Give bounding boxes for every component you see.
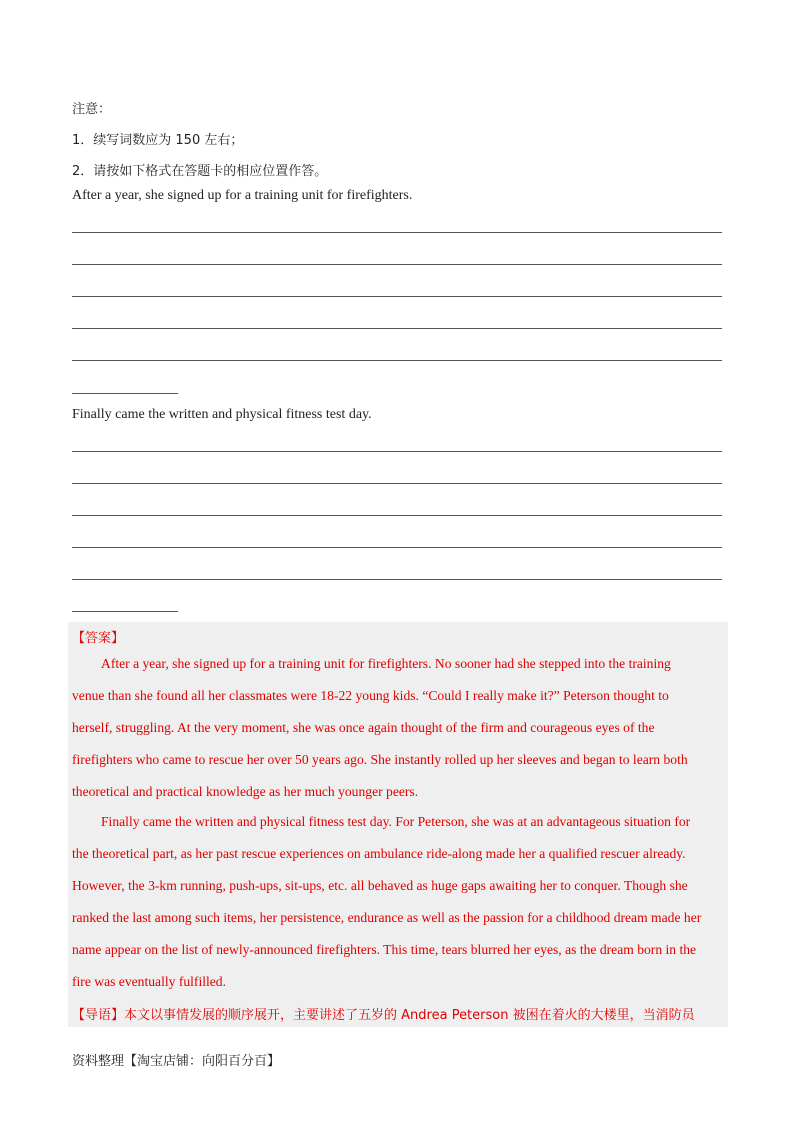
writing-line: [72, 515, 722, 516]
answer-line: theoretical and practical knowledge as her much younger peers.: [72, 784, 419, 799]
notes-heading: 注意：: [72, 102, 112, 117]
writing-line: [72, 579, 722, 580]
writing-line: [72, 360, 722, 361]
answer-line: name appear on the list of newly-announced firefighters. This time, tears blurred her eyes, as the dream born in the: [72, 942, 697, 957]
answer-line: herself, struggling. At the very moment, she was once again thought of the firm and courageous eyes of the: [72, 720, 655, 735]
answer-line: Finally came the written and physical fitness test day. For Peterson, she was at an advantageous situation for: [101, 814, 691, 829]
guide-line: [72, 1004, 695, 1023]
writing-line: [72, 232, 722, 233]
answer-line: venue than she found all her classmates were 18-22 young kids. “Could I really make it?” Peterson thought to: [72, 688, 669, 703]
answer-label: 【答案】: [72, 631, 125, 646]
answer-line: ranked the last among such items, her persistence, endurance as well as the passion for a childhood dream made her: [72, 910, 702, 925]
paragraph-2-prompt: Finally came the written and physical fitness test day.: [72, 407, 372, 422]
answer-line: After a year, she signed up for a training unit for firefighters. No sooner had she stepped into the training: [101, 656, 671, 671]
answer-line: firefighters who came to rescue her over 50 years ago. She instantly rolled up her sleeves and began to learn both: [72, 752, 688, 767]
writing-line-short: [72, 611, 178, 612]
writing-line: [72, 296, 722, 297]
guide-text: 本文以事情发展的顺序展开，主要讲述了五岁的 Andrea Peterson 被困在着火的大楼里，当消防员: [124, 1008, 695, 1023]
writing-line: [72, 328, 722, 329]
writing-line: [72, 264, 722, 265]
writing-line: [72, 451, 722, 452]
notes-item-2: 2．请按如下格式在答题卡的相应位置作答。: [72, 164, 328, 179]
paragraph-1-prompt: After a year, she signed up for a training unit for firefighters.: [72, 188, 413, 203]
writing-line: [72, 483, 722, 484]
notes-item-1: 1．续写词数应为 150 左右；: [72, 133, 244, 148]
writing-line: [72, 547, 722, 548]
answer-line: fire was eventually fulfilled.: [72, 974, 227, 989]
page-footer: 资料整理【淘宝店铺：向阳百分百】: [72, 1054, 281, 1069]
writing-line-short: [72, 393, 178, 394]
answer-line: However, the 3-km running, push-ups, sit-ups, etc. all behaved as huge gaps awaiting her to conquer. Though she: [72, 878, 688, 893]
answer-line: the theoretical part, as her past rescue experiences on ambulance ride-along made her a qualified rescuer already.: [72, 846, 686, 861]
guide-label: 【导语】: [72, 1008, 125, 1023]
